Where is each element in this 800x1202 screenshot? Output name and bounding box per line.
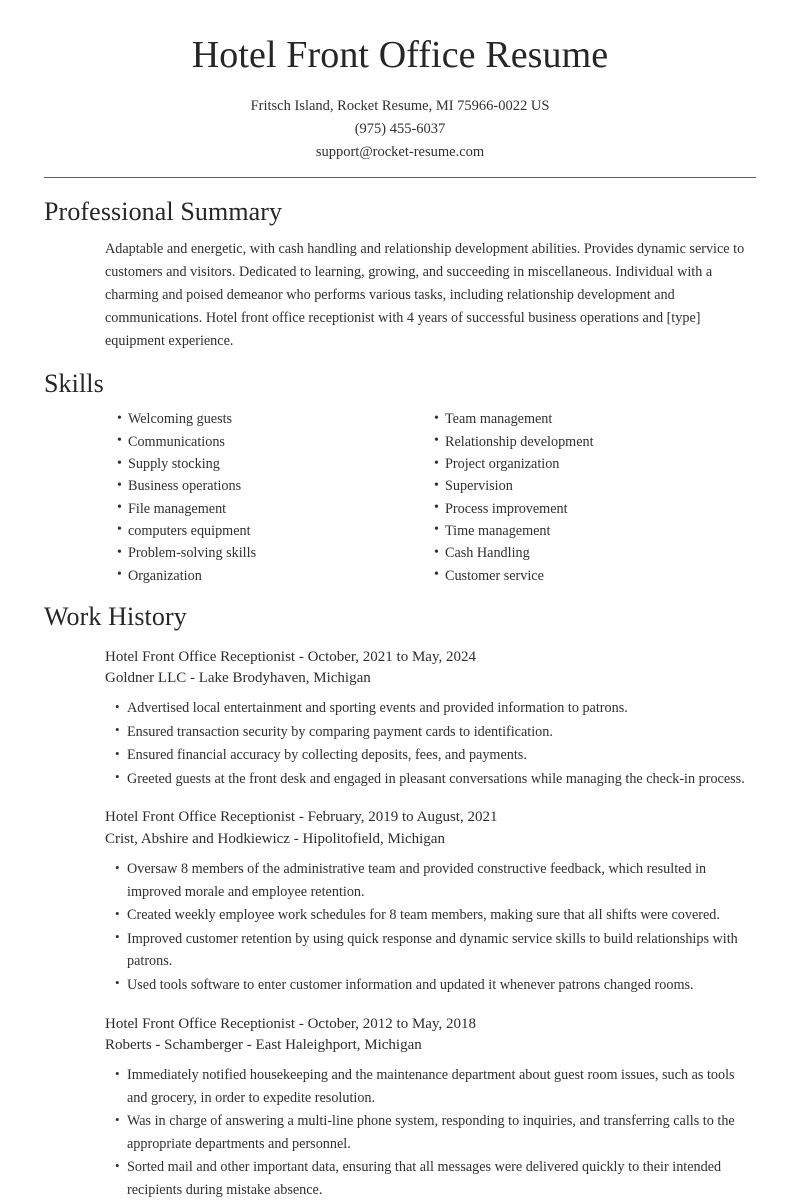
skills-list-left bbox=[44, 408, 400, 586]
section-work-history bbox=[44, 587, 756, 1202]
work-history-entry bbox=[44, 1014, 756, 1202]
skill-item: • Process improvement bbox=[400, 498, 756, 520]
job-bullet: • Created weekly employee work schedules for 8 team members, making sure that all shifts were covered. bbox=[44, 904, 756, 927]
skill-item: • Organization bbox=[44, 565, 400, 587]
section-heading-skills: Skills bbox=[44, 368, 104, 398]
job-title: Hotel Front Office Receptionist - February, 2019 to August, 2021 bbox=[105, 809, 498, 826]
skill-item: • Team management bbox=[400, 408, 756, 430]
skill-item: • Business operations bbox=[44, 475, 400, 497]
page-title: Hotel Front Office Resume bbox=[191, 34, 609, 76]
job-bullet-list bbox=[44, 858, 756, 996]
work-history-entry bbox=[44, 647, 756, 791]
skills-columns bbox=[44, 408, 756, 586]
contact-address: Fritsch Island, Rocket Resume, MI 75966-0022 US bbox=[250, 98, 550, 115]
job-bullet: • Advertised local entertainment and sporting events and provided information to patrons. bbox=[44, 697, 756, 720]
skill-item: • computers equipment bbox=[44, 520, 400, 542]
skills-column-left bbox=[44, 408, 400, 586]
skill-item: • Problem-solving skills bbox=[44, 542, 400, 564]
work-history-entry bbox=[44, 807, 756, 996]
job-bullet: • Improved customer retention by using quick response and dynamic service skills to build relationships with patrons. bbox=[44, 928, 756, 973]
professional-summary-text: Adaptable and energetic, with cash handling and relationship development abilities. Provides dynamic service to customers and visitors. Dedicated to learning, growing, and succeeding in miscellaneous. Individual with a charming and poised demeanor who performs various tasks, including relationship development and communications. Hotel front office receptionist with 4 years of successful business operations and [type] equipment experience. bbox=[105, 240, 745, 349]
skill-item: • Customer service bbox=[400, 565, 756, 587]
skills-column-right bbox=[400, 408, 756, 586]
job-title: Hotel Front Office Receptionist - October, 2012 to May, 2018 bbox=[105, 1015, 476, 1032]
section-professional-summary bbox=[44, 178, 756, 353]
job-bullet-list bbox=[44, 1064, 756, 1201]
job-bullet: • Oversaw 8 members of the administrative team and provided constructive feedback, which resulted in improved morale and employee retention. bbox=[44, 858, 756, 903]
section-heading-work-history: Work History bbox=[44, 601, 187, 631]
contact-block bbox=[44, 95, 756, 163]
skill-item: • Communications bbox=[44, 431, 400, 453]
job-bullet: • Sorted mail and other important data, ensuring that all messages were delivered quickly to their intended recipients during mistake absence. bbox=[44, 1156, 756, 1201]
skill-item: • Time management bbox=[400, 520, 756, 542]
skill-item: • Supervision bbox=[400, 475, 756, 497]
job-company: Crist, Abshire and Hodkiewicz - Hipolitofield, Michigan bbox=[105, 830, 445, 847]
job-bullet-list bbox=[44, 697, 756, 790]
skill-item: • Welcoming guests bbox=[44, 408, 400, 430]
resume-header bbox=[44, 0, 756, 163]
job-bullet: • Ensured financial accuracy by collecting deposits, fees, and payments. bbox=[44, 744, 756, 767]
job-company: Roberts - Schamberger - East Haleighport, Michigan bbox=[105, 1036, 422, 1053]
job-title: Hotel Front Office Receptionist - October, 2021 to May, 2024 bbox=[105, 648, 476, 665]
skill-item: • Project organization bbox=[400, 453, 756, 475]
contact-email: support@rocket-resume.com bbox=[315, 143, 485, 160]
skills-list-right bbox=[400, 408, 756, 586]
section-heading-professional-summary: Professional Summary bbox=[44, 197, 283, 227]
work-history-list bbox=[44, 647, 756, 1202]
job-bullet: • Immediately notified housekeeping and the maintenance department about guest room issues, such as tools and grocery, in order to expedite resolution. bbox=[44, 1064, 756, 1109]
job-bullet: • Greeted guests at the front desk and engaged in pleasant conversations while managing the check-in process. bbox=[44, 768, 756, 791]
job-bullet: • Ensured transaction security by comparing payment cards to identification. bbox=[44, 721, 756, 744]
skill-item: • Relationship development bbox=[400, 431, 756, 453]
skill-item: • File management bbox=[44, 498, 400, 520]
job-bullet: • Used tools software to enter customer information and updated it whenever patrons changed rooms. bbox=[44, 974, 756, 997]
job-company: Goldner LLC - Lake Brodyhaven, Michigan bbox=[105, 669, 371, 686]
skill-item: • Cash Handling bbox=[400, 542, 756, 564]
contact-phone: (975) 455-6037 bbox=[354, 120, 446, 137]
job-bullet: • Was in charge of answering a multi-line phone system, responding to inquiries, and transferring calls to the appropriate departments and personnel. bbox=[44, 1110, 756, 1155]
skill-item: • Supply stocking bbox=[44, 453, 400, 475]
section-skills bbox=[44, 353, 756, 587]
